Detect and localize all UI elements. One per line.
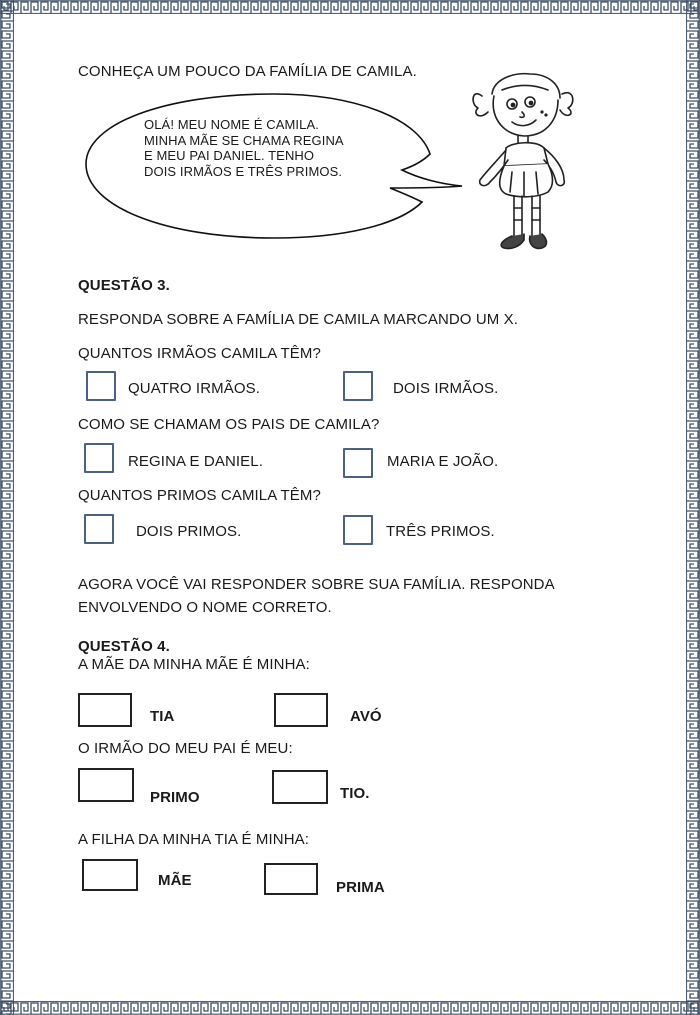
- q4-question-2: O IRMÃO DO MEU PAI É MEU:: [78, 740, 293, 757]
- q4-3-option-b: PRIMA: [336, 879, 385, 896]
- q3-3-checkbox-a[interactable]: [84, 514, 114, 544]
- q4-question-3: A FILHA DA MINHA TIA É MINHA:: [78, 831, 310, 848]
- q4-1-box-b[interactable]: [274, 693, 328, 727]
- q4-2-box-b[interactable]: [272, 770, 328, 804]
- q3-1-checkbox-a[interactable]: [86, 371, 116, 401]
- q4-1-box-a[interactable]: [78, 693, 132, 727]
- q3-1-option-a: QUATRO IRMÃOS.: [128, 380, 260, 397]
- q3-2-checkbox-a[interactable]: [84, 443, 114, 473]
- page-border-left: [0, 0, 14, 1015]
- q3-1-option-b: DOIS IRMÃOS.: [393, 380, 499, 397]
- q4-3-box-b[interactable]: [264, 863, 318, 895]
- q3-1-checkbox-b[interactable]: [343, 371, 373, 401]
- q3-2-option-a: REGINA E DANIEL.: [128, 453, 263, 470]
- q4-1-option-a: TIA: [150, 708, 175, 725]
- q3-3-checkbox-b[interactable]: [343, 515, 373, 545]
- q4-3-box-a[interactable]: [82, 859, 138, 891]
- transition-line-2: ENVOLVENDO O NOME CORRETO.: [78, 599, 332, 616]
- q3-question-3: QUANTOS PRIMOS CAMILA TÊM?: [78, 487, 321, 504]
- q3-question-1: QUANTOS IRMÃOS CAMILA TÊM?: [78, 345, 321, 362]
- q4-question-1: A MÃE DA MINHA MÃE É MINHA:: [78, 656, 310, 673]
- q4-1-option-b: AVÓ: [350, 708, 382, 725]
- q3-2-checkbox-b[interactable]: [343, 448, 373, 478]
- q3-2-option-b: MARIA E JOÃO.: [387, 453, 499, 470]
- q3-instruction: RESPONDA SOBRE A FAMÍLIA DE CAMILA MARCANDO UM X.: [78, 311, 519, 328]
- q4-title: QUESTÃO 4.: [78, 638, 170, 655]
- q3-title: QUESTÃO 3.: [78, 277, 170, 294]
- page-border-top: [0, 0, 700, 14]
- speech-bubble-text: OLÁ! MEU NOME É CAMILA. MINHA MÃE SE CHAMA REGINA E MEU PAI DANIEL. TENHO DOIS IRMÃOS E TRÊS PRIMOS.: [144, 117, 343, 179]
- intro-text: CONHEÇA UM POUCO DA FAMÍLIA DE CAMILA.: [78, 63, 417, 80]
- page-border-bottom: [0, 1001, 700, 1015]
- transition-line-1: AGORA VOCÊ VAI RESPONDER SOBRE SUA FAMÍLIA. RESPONDA: [78, 576, 555, 593]
- q3-3-option-b: TRÊS PRIMOS.: [386, 523, 495, 540]
- q4-3-option-a: MÃE: [158, 872, 192, 889]
- q3-3-option-a: DOIS PRIMOS.: [136, 523, 242, 540]
- q3-question-2: COMO SE CHAMAM OS PAIS DE CAMILA?: [78, 416, 380, 433]
- q4-2-option-b: TIO.: [340, 785, 370, 802]
- camila-illustration: [468, 68, 588, 268]
- page-border-right: [686, 0, 700, 1015]
- q4-2-option-a: PRIMO: [150, 789, 200, 806]
- q4-2-box-a[interactable]: [78, 768, 134, 802]
